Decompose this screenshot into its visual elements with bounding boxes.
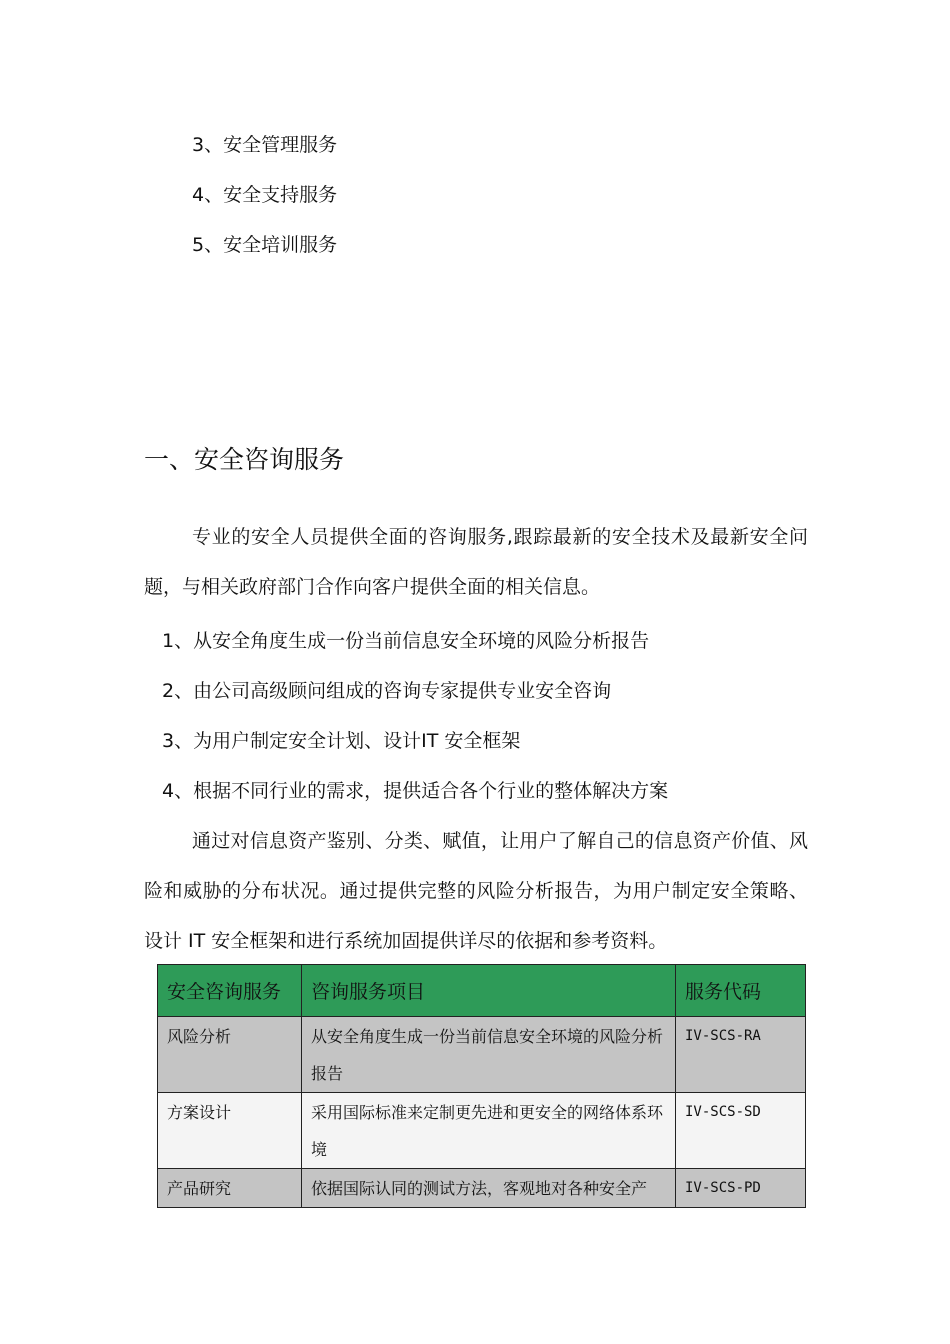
table-cell: 风险分析 <box>158 1017 302 1093</box>
table-row <box>158 1017 806 1093</box>
service-table <box>157 964 806 1208</box>
column-header: 服务代码 <box>676 965 806 1017</box>
table-cell: 方案设计 <box>158 1093 302 1169</box>
table-header-row <box>158 965 806 1017</box>
list-item: 1、从安全角度生成一份当前信息安全环境的风险分析报告 <box>162 630 650 652</box>
service-list-continued <box>192 120 337 270</box>
list-item: 4、安全支持服务 <box>192 184 338 206</box>
table-row <box>158 1169 806 1208</box>
table-cell: 从安全角度生成一份当前信息安全环境的风险分析报告 <box>302 1017 676 1093</box>
column-header: 安全咨询服务 <box>158 965 302 1017</box>
detail-paragraph: 通过对信息资产鉴别、分类、赋值，让用户了解自己的信息资产价值、风险和威胁的分布状况。通过提供完整的风险分析报告，为用户制定安全策略、设计 IT 安全框架和进行系统加固提供详尽的依据和参考资料。 <box>144 830 808 952</box>
table-cell: 依据国际认同的测试方法，客观地对各种安全产 <box>302 1169 676 1208</box>
table-cell: IV-SCS-PD <box>676 1169 806 1208</box>
table-cell: IV-SCS-RA <box>676 1017 806 1093</box>
consulting-items-list <box>162 616 668 816</box>
table-cell: 产品研究 <box>158 1169 302 1208</box>
intro-paragraph: 专业的安全人员提供全面的咨询服务,跟踪最新的安全技术及最新安全问题，与相关政府部门合作向客户提供全面的相关信息。 <box>144 526 808 598</box>
list-item: 3、安全管理服务 <box>192 134 338 156</box>
list-item: 4、根据不同行业的需求，提供适合各个行业的整体解决方案 <box>162 780 669 802</box>
table-cell: IV-SCS-SD <box>676 1093 806 1169</box>
list-item: 5、安全培训服务 <box>192 234 338 256</box>
section-heading: 一、安全咨询服务 <box>144 445 345 474</box>
list-item: 2、由公司高级顾问组成的咨询专家提供专业安全咨询 <box>162 680 612 702</box>
column-header: 咨询服务项目 <box>302 965 676 1017</box>
table-row <box>158 1093 806 1169</box>
list-item: 3、为用户制定安全计划、设计IT 安全框架 <box>162 730 521 752</box>
table-cell: 采用国际标准来定制更先进和更安全的网络体系环境 <box>302 1093 676 1169</box>
